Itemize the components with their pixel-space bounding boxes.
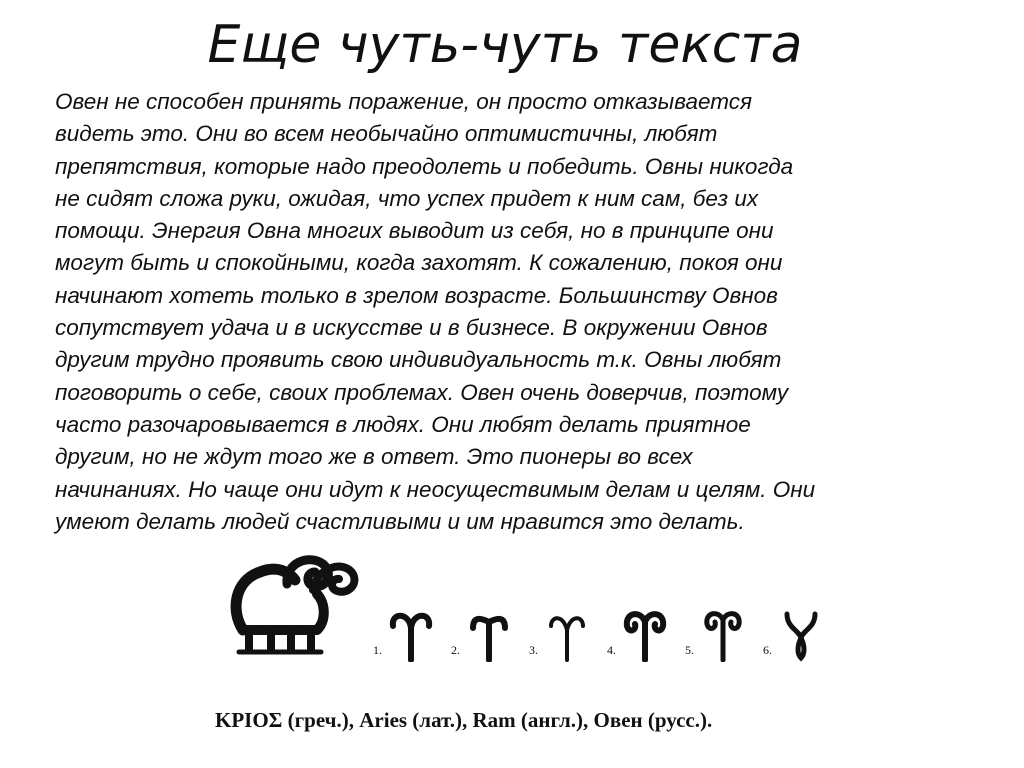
aries-glyph-4-icon [621, 606, 669, 662]
glyph-number: 5. [685, 643, 694, 657]
body-line: поговорить о себе, своих проблемах. Овен очень доверчив, поэтому [55, 379, 789, 405]
body-line: не сидят сложа руки, ожидая, что успех придет к ним сам, без их [55, 185, 759, 211]
body-line: видеть это. Они во всем необычайно оптимистичны, любят [55, 121, 718, 147]
body-line: начинают хотеть только в зрелом возрасте. Большинству Овнов [55, 282, 778, 308]
page-title: Еще чуть-чуть текста [207, 15, 803, 75]
glyph-number: 4. [607, 643, 616, 657]
body-line: помощи. Энергия Овна многих выводит из себя, но в принципе они [55, 218, 774, 244]
aries-glyph-5-icon [699, 606, 747, 662]
body-line: начинаниях. Но чаще они идут к неосуществимым делам и целям. Они [55, 476, 816, 502]
aries-glyph-6-icon [777, 606, 825, 662]
body-line: умеют делать людей счастливыми и им нравится это делать. [55, 508, 745, 534]
glyph-number: 3. [529, 643, 538, 657]
body-line: другим, но не ждут того же в ответ. Это пионеры во всех [55, 444, 693, 470]
body-paragraph [55, 86, 975, 538]
figure-caption: ΚΡΙΟΣ (греч.), Aries (лат.), Ram (англ.), Овен (русс.). [215, 708, 713, 732]
ram-icon [225, 550, 360, 660]
body-line: могут быть и спокойными, когда захотят. К сожалению, покоя они [55, 250, 783, 276]
aries-glyph-1-icon [387, 606, 435, 662]
glyph-number: 6. [763, 643, 772, 657]
glyph-number: 2. [451, 643, 460, 657]
body-line: препятствия, которые надо преодолеть и победить. Овны никогда [55, 153, 794, 179]
aries-glyph-2-icon [465, 606, 513, 662]
aries-glyph-row [373, 596, 853, 666]
glyph-number: 1. [373, 643, 382, 657]
body-line: часто разочаровывается в людях. Они любят делать приятное [55, 411, 751, 437]
aries-glyph-3-icon [543, 606, 591, 662]
body-line: сопутствует удача и в искусстве и в бизнесе. В окружении Овнов [55, 315, 768, 341]
body-line: другим трудно проявить свою индивидуальность т.к. Овны любят [55, 347, 782, 373]
body-line: Овен не способен принять поражение, он просто отказывается [55, 89, 752, 114]
